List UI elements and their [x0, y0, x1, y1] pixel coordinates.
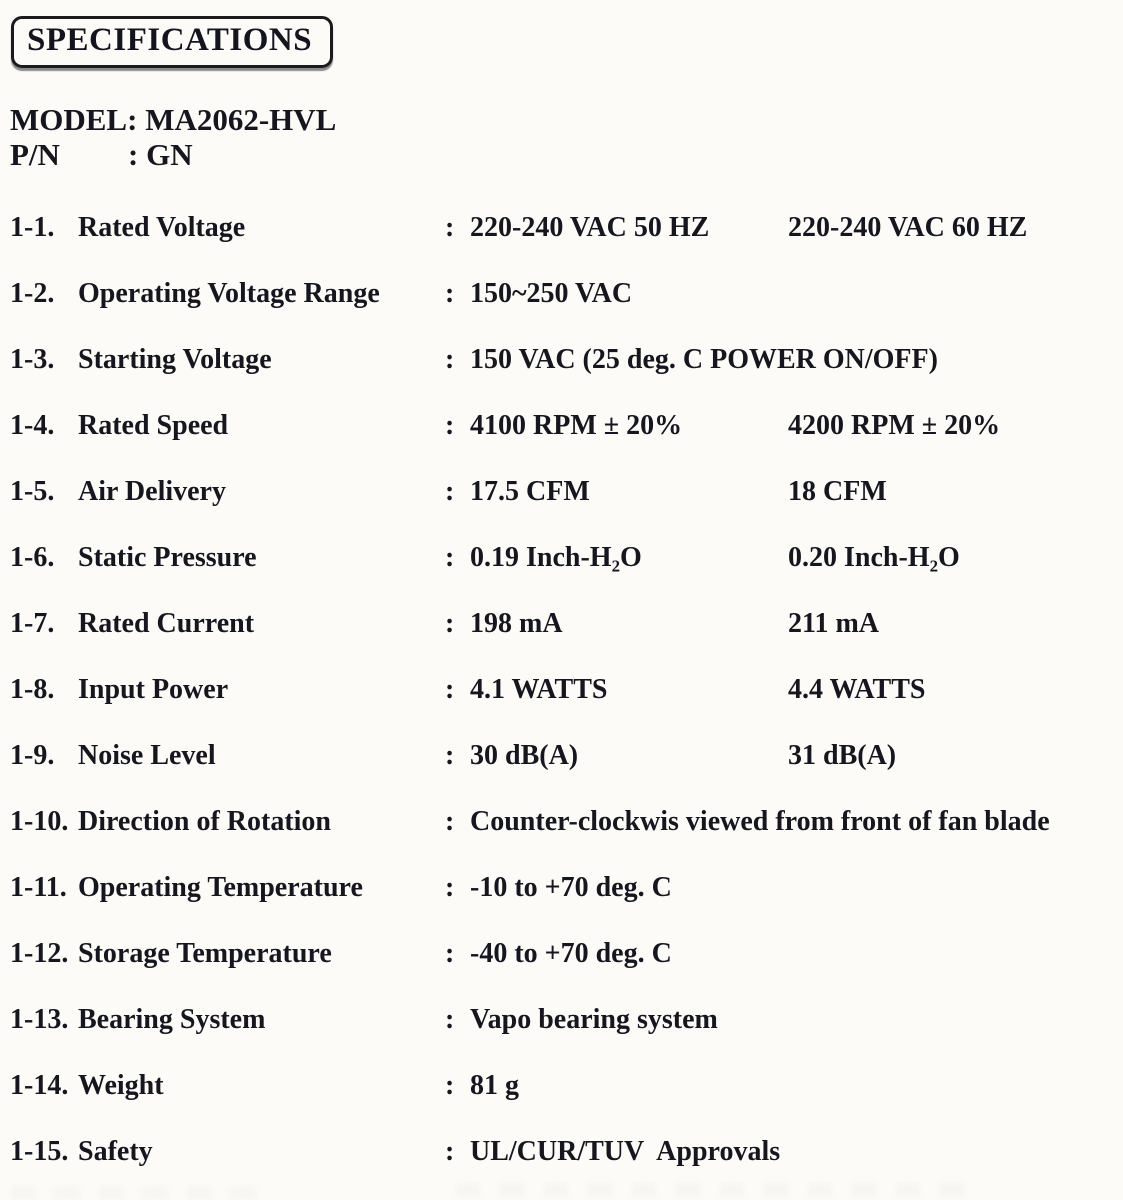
spec-row-colon: :: [445, 278, 455, 309]
scan-bleed-artifact: [455, 1183, 975, 1197]
spec-row-value-50hz: 4.1 WATTS: [470, 674, 608, 705]
part-number-value: GN: [146, 137, 193, 172]
spec-row-number: 1-3.: [10, 344, 55, 375]
spec-row: [10, 1004, 1123, 1036]
spec-list: [10, 212, 1123, 1168]
spec-row-label: Starting Voltage: [78, 344, 272, 375]
spec-row-value-50hz: 220-240 VAC 50 HZ: [470, 212, 710, 243]
spec-row-value-50hz: Counter-clockwis viewed from front of fan blade: [470, 806, 1050, 837]
spec-row-value-50hz: 81 g: [470, 1070, 519, 1101]
spec-row-number: 1-8.: [10, 674, 55, 705]
spec-row-label: Rated Speed: [78, 410, 229, 441]
part-number-colon: :: [128, 137, 139, 172]
spec-row-label: Weight: [78, 1070, 164, 1101]
model-line: [10, 102, 1123, 137]
spec-row: [10, 542, 1123, 574]
spec-row-value-50hz: UL/CUR/TUV Approvals: [470, 1136, 781, 1167]
spec-row-number: 1-15.: [10, 1136, 69, 1167]
spec-row-value-60hz: 0.20 Inch-H₂O: [788, 542, 960, 573]
spec-row-colon: :: [445, 476, 455, 507]
spec-row-value-50hz: 30 dB(A): [470, 740, 579, 771]
spec-row: [10, 344, 1123, 376]
spec-row-value-50hz: -10 to +70 deg. C: [470, 872, 672, 903]
spec-row-number: 1-11.: [10, 872, 67, 903]
spec-row-value-50hz: 17.5 CFM: [470, 476, 590, 507]
spec-row-number: 1-1.: [10, 212, 55, 243]
spec-row-number: 1-4.: [10, 410, 55, 441]
spec-row: [10, 806, 1123, 838]
spec-row-label: Static Pressure: [78, 542, 257, 573]
spec-row-label: Air Delivery: [78, 476, 226, 507]
spec-row-colon: :: [445, 410, 455, 441]
page-title: SPECIFICATIONS: [27, 22, 313, 58]
scan-bleed-artifact: [10, 1186, 270, 1200]
part-number-line: [10, 137, 1123, 172]
spec-row-value-60hz: 4.4 WATTS: [788, 674, 926, 705]
spec-row-number: 1-12.: [10, 938, 69, 969]
spec-row-value-60hz: 4200 RPM ± 20%: [788, 410, 1001, 441]
spec-row-number: 1-13.: [10, 1004, 69, 1035]
spec-row: [10, 212, 1123, 244]
spec-row-number: 1-9.: [10, 740, 55, 771]
model-value: MA2062-HVL: [145, 102, 337, 137]
spec-row-colon: :: [445, 1004, 455, 1035]
spec-row: [10, 872, 1123, 904]
model-block: [10, 102, 1123, 172]
spec-row-label: Safety: [78, 1136, 153, 1167]
spec-row: [10, 410, 1123, 442]
spec-row-colon: :: [445, 872, 455, 903]
spec-row: [10, 938, 1123, 970]
spec-row: [10, 674, 1123, 706]
spec-row-number: 1-2.: [10, 278, 55, 309]
spec-row-value-50hz: 4100 RPM ± 20%: [470, 410, 683, 441]
spec-row-value-50hz: 150 VAC (25 deg. C POWER ON/OFF): [470, 344, 938, 375]
specifications-title-box: [11, 16, 333, 68]
spec-row: [10, 740, 1123, 772]
spec-row-label: Operating Voltage Range: [78, 278, 380, 309]
spec-row-value-50hz: 150~250 VAC: [470, 278, 633, 309]
spec-row-colon: :: [445, 674, 455, 705]
spec-row-label: Operating Temperature: [78, 872, 363, 903]
spec-row-label: Rated Current: [78, 608, 255, 639]
spec-row-value-50hz: 0.19 Inch-H₂O: [470, 542, 642, 573]
spec-row-colon: :: [445, 740, 455, 771]
spec-row-value-50hz: -40 to +70 deg. C: [470, 938, 672, 969]
spec-row-label: Input Power: [78, 674, 229, 705]
spec-row-colon: :: [445, 1136, 455, 1167]
spec-row-label: Bearing System: [78, 1004, 266, 1035]
spec-row-value-50hz: Vapo bearing system: [470, 1004, 718, 1035]
spec-row-colon: :: [445, 212, 455, 243]
spec-row-value-60hz: 31 dB(A): [788, 740, 897, 771]
spec-row-colon: :: [445, 344, 455, 375]
spec-row-value-50hz: 198 mA: [470, 608, 563, 639]
spec-row-colon: :: [445, 608, 455, 639]
part-number-gap: [138, 137, 146, 172]
part-number-label: P/N: [10, 137, 60, 172]
spec-row-label: Rated Voltage: [78, 212, 246, 243]
spec-row-value-60hz: 18 CFM: [788, 476, 887, 507]
spec-row-number: 1-10.: [10, 806, 69, 837]
spec-row-number: 1-5.: [10, 476, 55, 507]
spec-row-value-60hz: 211 mA: [788, 608, 879, 639]
spec-row: [10, 476, 1123, 508]
spec-row-colon: :: [445, 542, 455, 573]
spec-row: [10, 608, 1123, 640]
spec-row-colon: :: [445, 806, 455, 837]
spec-row: [10, 1070, 1123, 1102]
spec-row-colon: :: [445, 1070, 455, 1101]
spec-row-label: Direction of Rotation: [78, 806, 331, 837]
spec-row-label: Storage Temperature: [78, 938, 332, 969]
spec-row-value-60hz: 220-240 VAC 60 HZ: [788, 212, 1028, 243]
spec-row-number: 1-7.: [10, 608, 55, 639]
spec-row-number: 1-6.: [10, 542, 55, 573]
spec-row: [10, 278, 1123, 310]
spec-row-number: 1-14.: [10, 1070, 69, 1101]
model-label: MODEL:: [10, 102, 138, 137]
spec-row-label: Noise Level: [78, 740, 216, 771]
spec-row-colon: :: [445, 938, 455, 969]
spec-row: [10, 1136, 1123, 1168]
